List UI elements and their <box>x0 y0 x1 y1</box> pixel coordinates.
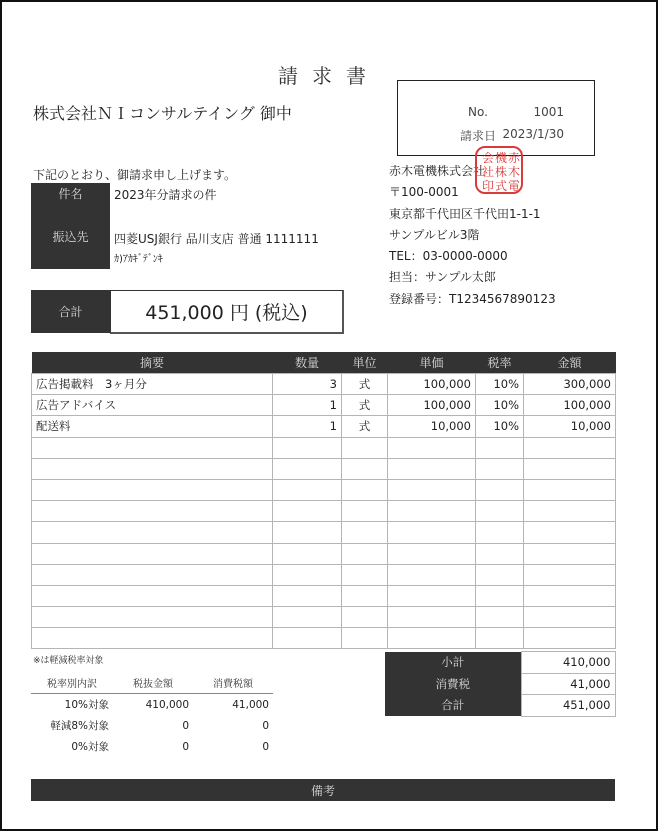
svg-text:株: 株 <box>495 165 508 179</box>
tax-amount: 0 <box>262 740 269 753</box>
empty-cell <box>32 437 273 458</box>
empty-cell <box>524 585 616 606</box>
empty-cell <box>388 607 476 628</box>
empty-cell <box>476 564 524 585</box>
tax-header-net: 税抜金額 <box>113 672 193 694</box>
summary-table <box>385 651 616 717</box>
item-quantity: 1 <box>273 395 342 416</box>
table-row-empty <box>32 522 616 543</box>
consumption-tax-value: 41,000 <box>521 673 615 695</box>
empty-cell <box>388 501 476 522</box>
empty-cell <box>388 543 476 564</box>
subject-value: 2023年分請求の件 <box>114 188 217 202</box>
table-row <box>31 694 273 716</box>
tax-amount: 0 <box>262 719 269 732</box>
table-row-empty <box>32 501 616 522</box>
bank-label: 振込先 <box>31 203 110 269</box>
invoice-date-label: 請求日 <box>459 129 496 143</box>
sender-name: 赤木電機株式会社 <box>389 164 486 178</box>
empty-cell <box>388 458 476 479</box>
empty-cell <box>476 543 524 564</box>
invoice-no-label: No. <box>468 105 488 119</box>
empty-cell <box>273 458 342 479</box>
empty-cell <box>273 437 342 458</box>
grand-total-value: 451,000 <box>521 695 615 717</box>
empty-cell <box>524 501 616 522</box>
empty-cell <box>273 628 342 649</box>
table-row-empty <box>32 543 616 564</box>
table-row-empty <box>32 479 616 500</box>
empty-cell <box>476 437 524 458</box>
col-description: 摘要 <box>32 352 273 374</box>
bank-line1: 四菱USJ銀行 品川支店 普通 1111111 <box>114 232 319 246</box>
empty-cell <box>342 628 388 649</box>
item-unit-price: 100,000 <box>388 395 476 416</box>
svg-text:機: 機 <box>495 151 508 165</box>
empty-cell <box>476 585 524 606</box>
total-label: 合計 <box>31 290 110 333</box>
item-tax-rate: 10% <box>476 416 524 437</box>
empty-cell <box>524 437 616 458</box>
empty-cell <box>388 564 476 585</box>
empty-cell <box>273 479 342 500</box>
grand-total-label: 合計 <box>385 695 521 717</box>
empty-cell <box>476 628 524 649</box>
empty-cell <box>476 458 524 479</box>
col-tax-rate: 税率 <box>476 352 524 374</box>
svg-text:赤: 赤 <box>508 151 521 165</box>
sender-address: 東京都千代田区千代田1-1-1 <box>389 206 541 221</box>
item-description: 広告掲載料 3ヶ月分 <box>32 374 273 395</box>
svg-text:社: 社 <box>482 165 495 179</box>
empty-cell <box>273 501 342 522</box>
item-quantity: 3 <box>273 374 342 395</box>
empty-cell <box>273 522 342 543</box>
tax-rate-label: 10%対象 <box>64 699 109 711</box>
table-row <box>31 715 273 736</box>
tax-net-amount: 0 <box>182 719 189 732</box>
summary-total-row <box>385 695 615 717</box>
empty-cell <box>32 522 273 543</box>
invoice-no-value: 1001 <box>533 105 564 119</box>
empty-cell <box>342 501 388 522</box>
empty-cell <box>476 501 524 522</box>
reduced-tax-note: ※は軽減税率対象 <box>33 656 104 666</box>
item-amount: 10,000 <box>524 416 616 437</box>
subject-label: 件名 <box>31 183 110 203</box>
empty-cell <box>342 458 388 479</box>
col-unit: 単位 <box>342 352 388 374</box>
sender-registration: 登録番号：T1234567890123 <box>389 291 556 306</box>
svg-text:木: 木 <box>508 165 521 179</box>
col-amount: 金額 <box>524 352 616 374</box>
item-quantity: 1 <box>273 416 342 437</box>
col-quantity: 数量 <box>273 352 342 374</box>
sender-person: 担当：サンプル太郎 <box>389 270 496 285</box>
svg-text:印: 印 <box>482 179 495 193</box>
empty-cell <box>32 479 273 500</box>
empty-cell <box>32 543 273 564</box>
empty-cell <box>524 458 616 479</box>
empty-cell <box>342 564 388 585</box>
empty-cell <box>524 479 616 500</box>
empty-cell <box>342 437 388 458</box>
empty-cell <box>524 543 616 564</box>
table-row <box>31 736 273 757</box>
svg-text:電: 電 <box>508 179 521 193</box>
empty-cell <box>342 522 388 543</box>
empty-cell <box>342 585 388 606</box>
table-row-empty <box>32 607 616 628</box>
subtotal-label: 小計 <box>385 652 521 674</box>
table-row-empty <box>32 585 616 606</box>
empty-cell <box>388 437 476 458</box>
empty-cell <box>32 564 273 585</box>
table-row-empty <box>32 458 616 479</box>
tax-amount: 41,000 <box>232 698 269 711</box>
item-unit: 式 <box>342 374 388 395</box>
tax-header-rate: 税率別内訳 <box>31 672 113 694</box>
client-name: 株式会社ＮＩコンサルテイング 御中 <box>33 104 292 123</box>
intro-text: 下記のとおり、御請求申し上げます。 <box>33 168 237 182</box>
empty-cell <box>342 479 388 500</box>
item-unit-price: 100,000 <box>388 374 476 395</box>
document-title: 請求書 <box>278 64 380 88</box>
empty-cell <box>476 522 524 543</box>
svg-text:会: 会 <box>482 151 495 165</box>
item-amount: 300,000 <box>524 374 616 395</box>
empty-cell <box>388 479 476 500</box>
item-tax-rate: 10% <box>476 374 524 395</box>
tax-breakdown-header <box>31 672 273 694</box>
table-row-empty <box>32 437 616 458</box>
empty-cell <box>273 564 342 585</box>
empty-cell <box>32 585 273 606</box>
sender-tel: TEL：03-0000-0000 <box>389 249 508 264</box>
item-unit-price: 10,000 <box>388 416 476 437</box>
item-amount: 100,000 <box>524 395 616 416</box>
tax-rate-label: 0%対象 <box>71 741 109 753</box>
empty-cell <box>524 522 616 543</box>
empty-cell <box>32 458 273 479</box>
item-unit: 式 <box>342 395 388 416</box>
empty-cell <box>273 607 342 628</box>
table-row <box>32 395 616 416</box>
item-description: 配送料 <box>32 416 273 437</box>
company-seal-icon <box>473 144 525 196</box>
empty-cell <box>32 607 273 628</box>
tax-rate-label: 軽減8%対象 <box>50 720 109 732</box>
invoice-date-value: 2023/1/30 <box>502 127 564 141</box>
item-description: 広告アドバイス <box>32 395 273 416</box>
empty-cell <box>273 585 342 606</box>
table-row <box>32 374 616 395</box>
col-unit-price: 単価 <box>388 352 476 374</box>
svg-text:式: 式 <box>495 179 508 193</box>
tax-net-amount: 410,000 <box>145 698 189 711</box>
empty-cell <box>524 607 616 628</box>
bank-line2: ｶ)ｱｶｷﾞﾃﾞﾝｷ <box>114 254 163 265</box>
table-row-empty <box>32 564 616 585</box>
sender-zip: 〒100-0001 <box>389 185 459 200</box>
empty-cell <box>388 522 476 543</box>
empty-cell <box>342 543 388 564</box>
empty-cell <box>273 543 342 564</box>
item-unit: 式 <box>342 416 388 437</box>
empty-cell <box>388 585 476 606</box>
empty-cell <box>32 501 273 522</box>
summary-subtotal-row <box>385 652 615 674</box>
empty-cell <box>524 628 616 649</box>
table-row <box>32 416 616 437</box>
sender-building: サンプルビル3階 <box>389 227 480 242</box>
empty-cell <box>342 607 388 628</box>
consumption-tax-label: 消費税 <box>385 673 521 695</box>
items-table <box>31 352 616 649</box>
summary-tax-row <box>385 673 615 695</box>
empty-cell <box>524 564 616 585</box>
table-row-empty <box>32 628 616 649</box>
empty-cell <box>476 607 524 628</box>
items-header-row <box>32 352 616 374</box>
empty-cell <box>476 479 524 500</box>
empty-cell <box>388 628 476 649</box>
remarks-bar: 備考 <box>31 779 615 801</box>
empty-cell <box>32 628 273 649</box>
tax-header-tax: 消費税額 <box>193 672 273 694</box>
tax-net-amount: 0 <box>182 740 189 753</box>
tax-breakdown-table <box>31 672 273 757</box>
subtotal-value: 410,000 <box>521 652 615 674</box>
total-amount: 451,000 円 (税込) <box>110 290 344 334</box>
item-tax-rate: 10% <box>476 395 524 416</box>
